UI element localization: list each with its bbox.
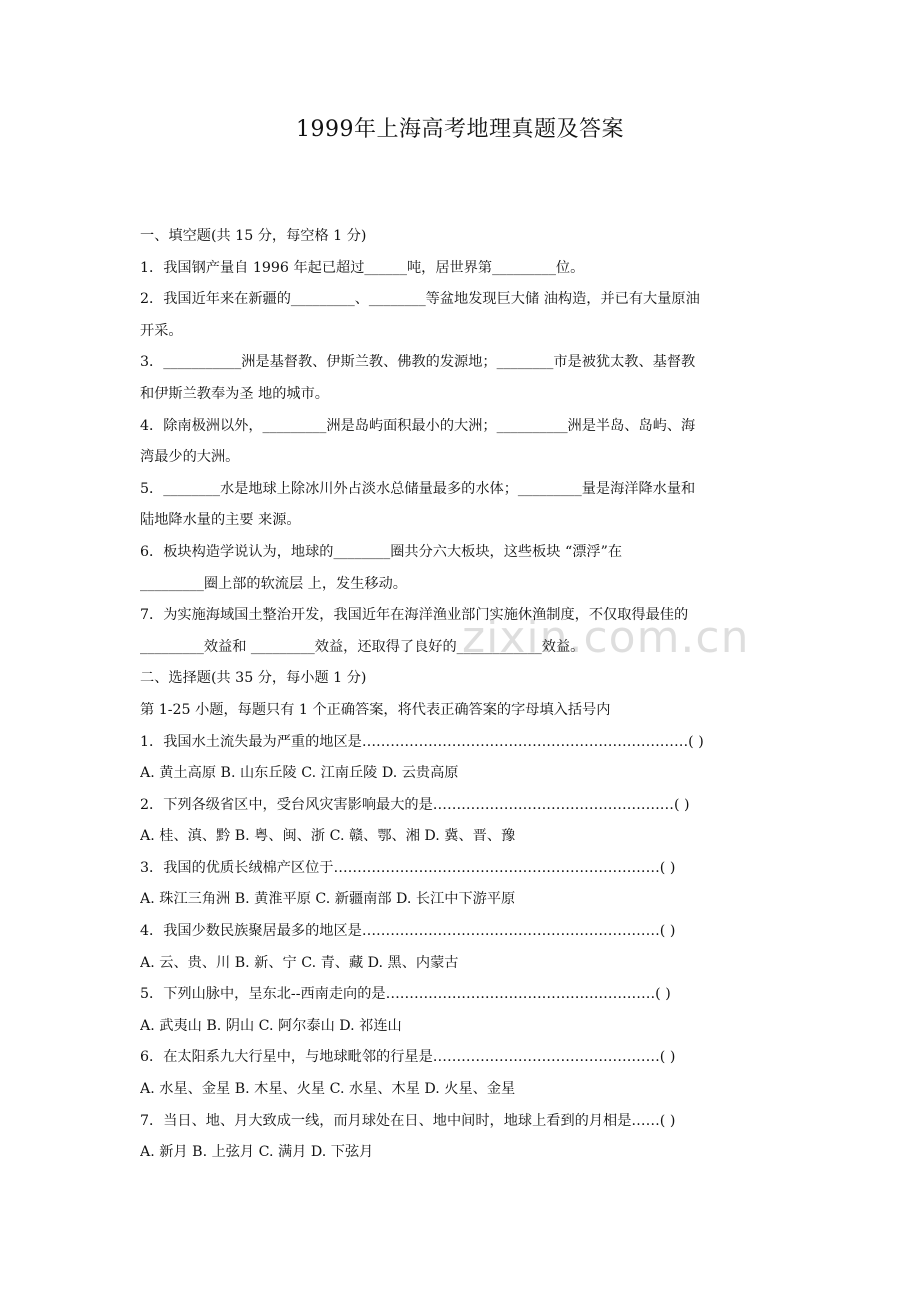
watermark: zixin.com.cn bbox=[462, 612, 750, 663]
choice-options-7: A. 新月 B. 上弦月 C. 满月 D. 下弦月 bbox=[140, 1144, 374, 1161]
fill-question-1: 1．我国钢产量自 1996 年起已超过______吨，居世界第_________位。 bbox=[140, 259, 585, 276]
fill-question-3: 3．___________洲是基督教、伊斯兰教、佛教的发源地；________市是被犹太教、基督教 bbox=[140, 354, 696, 371]
choice-question-7: 7．当日、地、月大致成一线，而月球处在日、地中间时，地球上看到的月相是……( ) bbox=[140, 1112, 676, 1129]
choice-options-3: A. 珠江三角洲 B. 黄淮平原 C. 新疆南部 D. 长江中下游平原 bbox=[140, 891, 516, 908]
document-title: 1999年上海高考地理真题及答案 bbox=[296, 117, 624, 142]
choice-options-6: A. 水星、金星 B. 木星、火星 C. 水星、木星 D. 火星、金星 bbox=[140, 1081, 516, 1098]
fill-question-2: 2．我国近年来在新疆的_________、________等盆地发现巨大储 油构造，并已有大量原油 bbox=[140, 291, 700, 308]
choice-question-5: 5．下列山脉中，呈东北--西南走向的是…………………………………………………( ) bbox=[140, 986, 671, 1003]
document-body bbox=[140, 221, 780, 1169]
choice-options-2: A. 桂、滇、黔 B. 粤、闽、浙 C. 赣、鄂、湘 D. 冀、晋、豫 bbox=[140, 828, 516, 845]
fill-question-5-cont: 陆地降水量的主要 来源。 bbox=[140, 512, 301, 529]
fill-question-7: 7．为实施海域国土整治开发，我国近年在海洋渔业部门实施休渔制度，不仅取得最佳的 bbox=[140, 607, 689, 624]
choice-question-1: 1．我国水土流失最为严重的地区是……………………………………………………………( ) bbox=[140, 733, 704, 750]
choice-question-2: 2．下列各级省区中，受台风灾害影响最大的是……………………………………………( ) bbox=[140, 796, 690, 813]
fill-question-4: 4．除南极洲以外，_________洲是岛屿面积最小的大洲；__________洲是半岛、岛屿、海 bbox=[140, 417, 696, 434]
choice-question-3: 3．我国的优质长绒棉产区位于……………………………………………………………( ) bbox=[140, 859, 676, 876]
fill-question-6-cont: _________圈上部的软流层 上，发生移动。 bbox=[140, 575, 407, 592]
choice-question-4: 4．我国少数民族聚居最多的地区是………………………………………………………( ) bbox=[140, 923, 676, 940]
choice-options-1: A. 黄土高原 B. 山东丘陵 C. 江南丘陵 D. 云贵高原 bbox=[140, 765, 459, 782]
section-heading-choice: 二、选择题(共 35 分，每小题 1 分) bbox=[140, 670, 367, 687]
fill-question-5: 5．________水是地球上除冰川外占淡水总储量最多的水体；_________量是海洋降水量和 bbox=[140, 480, 696, 497]
choice-options-4: A. 云、贵、川 B. 新、宁 C. 青、藏 D. 黑、内蒙古 bbox=[140, 954, 459, 971]
choice-options-5: A. 武夷山 B. 阴山 C. 阿尔泰山 D. 祁连山 bbox=[140, 1017, 402, 1034]
choice-question-6: 6．在太阳系九大行星中，与地球毗邻的行星是…………………………………………( ) bbox=[140, 1049, 676, 1066]
fill-question-3-cont: 和伊斯兰教奉为圣 地的城市。 bbox=[140, 385, 329, 402]
fill-question-4-cont: 湾最少的大洲。 bbox=[140, 449, 240, 466]
section-heading-fill-in: 一、填空题(共 15 分，每空格 1 分) bbox=[140, 228, 367, 244]
choice-instructions: 第 1-25 小题，每题只有 1 个正确答案，将代表正确答案的字母填入括号内 bbox=[140, 701, 611, 718]
fill-question-2-cont: 开采。 bbox=[140, 322, 183, 339]
fill-question-7-cont: _________效益和 _________效益，还取得了良好的____________效益。 bbox=[140, 638, 585, 655]
fill-question-6: 6．板块构造学说认为，地球的________圈共分六大板块，这些板块 “漂浮”在 bbox=[140, 543, 623, 560]
